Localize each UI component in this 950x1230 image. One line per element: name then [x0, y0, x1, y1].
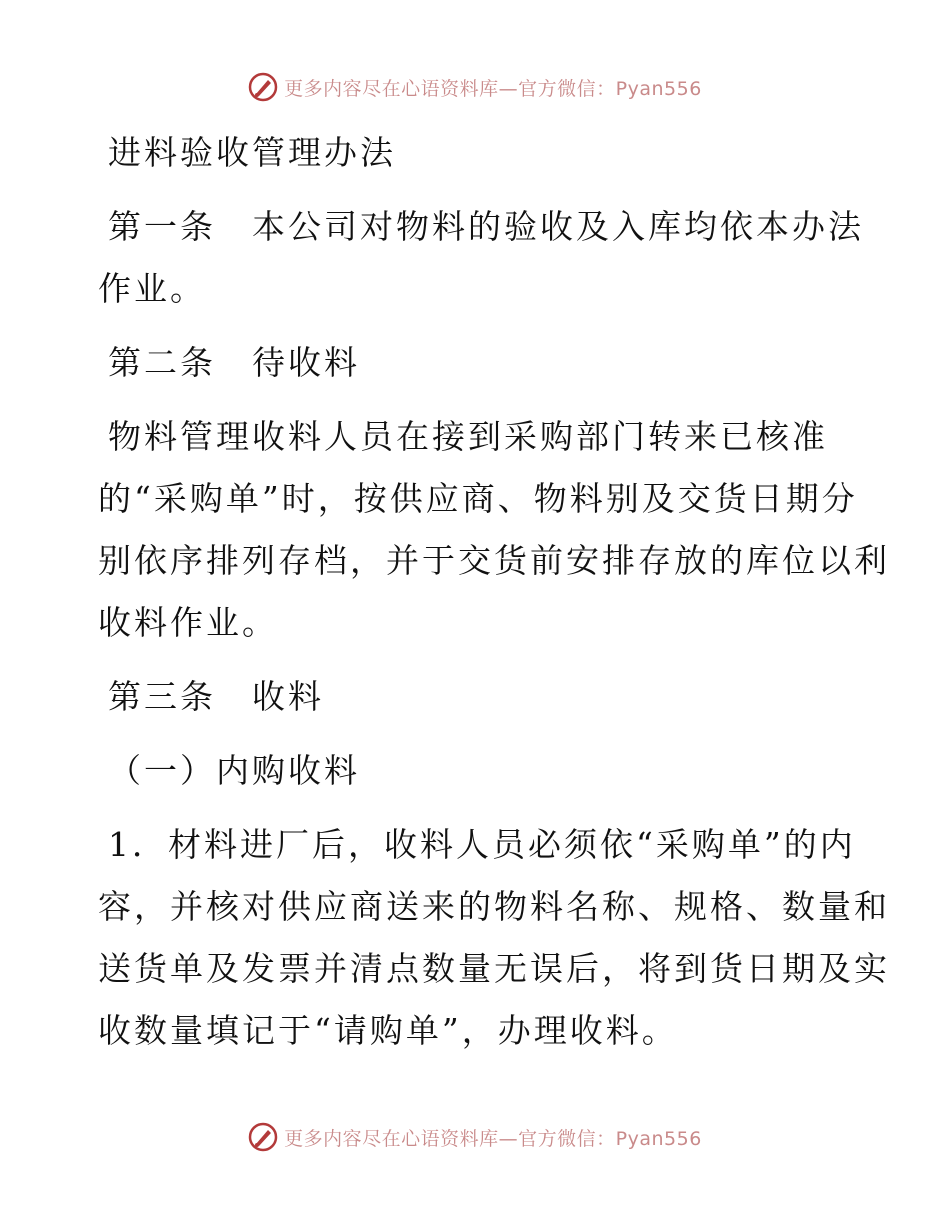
article-1-text: 本公司对物料的验收及入库均依本办法 [252, 207, 864, 246]
header-watermark [0, 72, 950, 102]
article-3-label: 第三条 [108, 677, 216, 716]
article-3-title: 收料 [252, 677, 324, 716]
article-3-heading [98, 666, 858, 728]
article-2-heading [98, 332, 858, 394]
article-2-para-line: 收料作业。 [98, 603, 278, 642]
article-1-label: 第一条 [108, 207, 216, 246]
footer-watermark [0, 1122, 950, 1152]
article-2-para-line: 物料管理收料人员在接到采购部门转来已核准 [108, 417, 828, 456]
item-1-line: 1．材料进厂后，收料人员必须依“采购单”的内 [108, 825, 856, 864]
watermark-text: 更多内容尽在心语资料库—官方微信：Pyan556 [284, 77, 702, 100]
article-2-para-line: 别依序排列存档，并于交货前安排存放的库位以利 [98, 541, 890, 580]
item-1-line: 容，并核对供应商送来的物料名称、规格、数量和 [98, 887, 890, 926]
article-1-line-1 [98, 196, 864, 258]
article-2-title: 待收料 [252, 343, 360, 382]
pen-seal-icon [248, 1122, 278, 1152]
document-body [98, 122, 890, 1062]
item-1-line: 收数量填记于“请购单”，办理收料。 [98, 1011, 678, 1050]
item-1-line: 送货单及发票并清点数量无误后，将到货日期及实 [98, 949, 890, 988]
article-2-para-line: 的“采购单”时，按供应商、物料别及交货日期分 [98, 479, 858, 518]
article-1-line-2: 作业。 [98, 269, 206, 308]
watermark-text: 更多内容尽在心语资料库—官方微信：Pyan556 [284, 1127, 702, 1150]
pen-seal-icon [248, 72, 278, 102]
article-2-label: 第二条 [108, 343, 216, 382]
section-heading: （一）内购收料 [108, 751, 360, 790]
document-title: 进料验收管理办法 [108, 133, 396, 172]
